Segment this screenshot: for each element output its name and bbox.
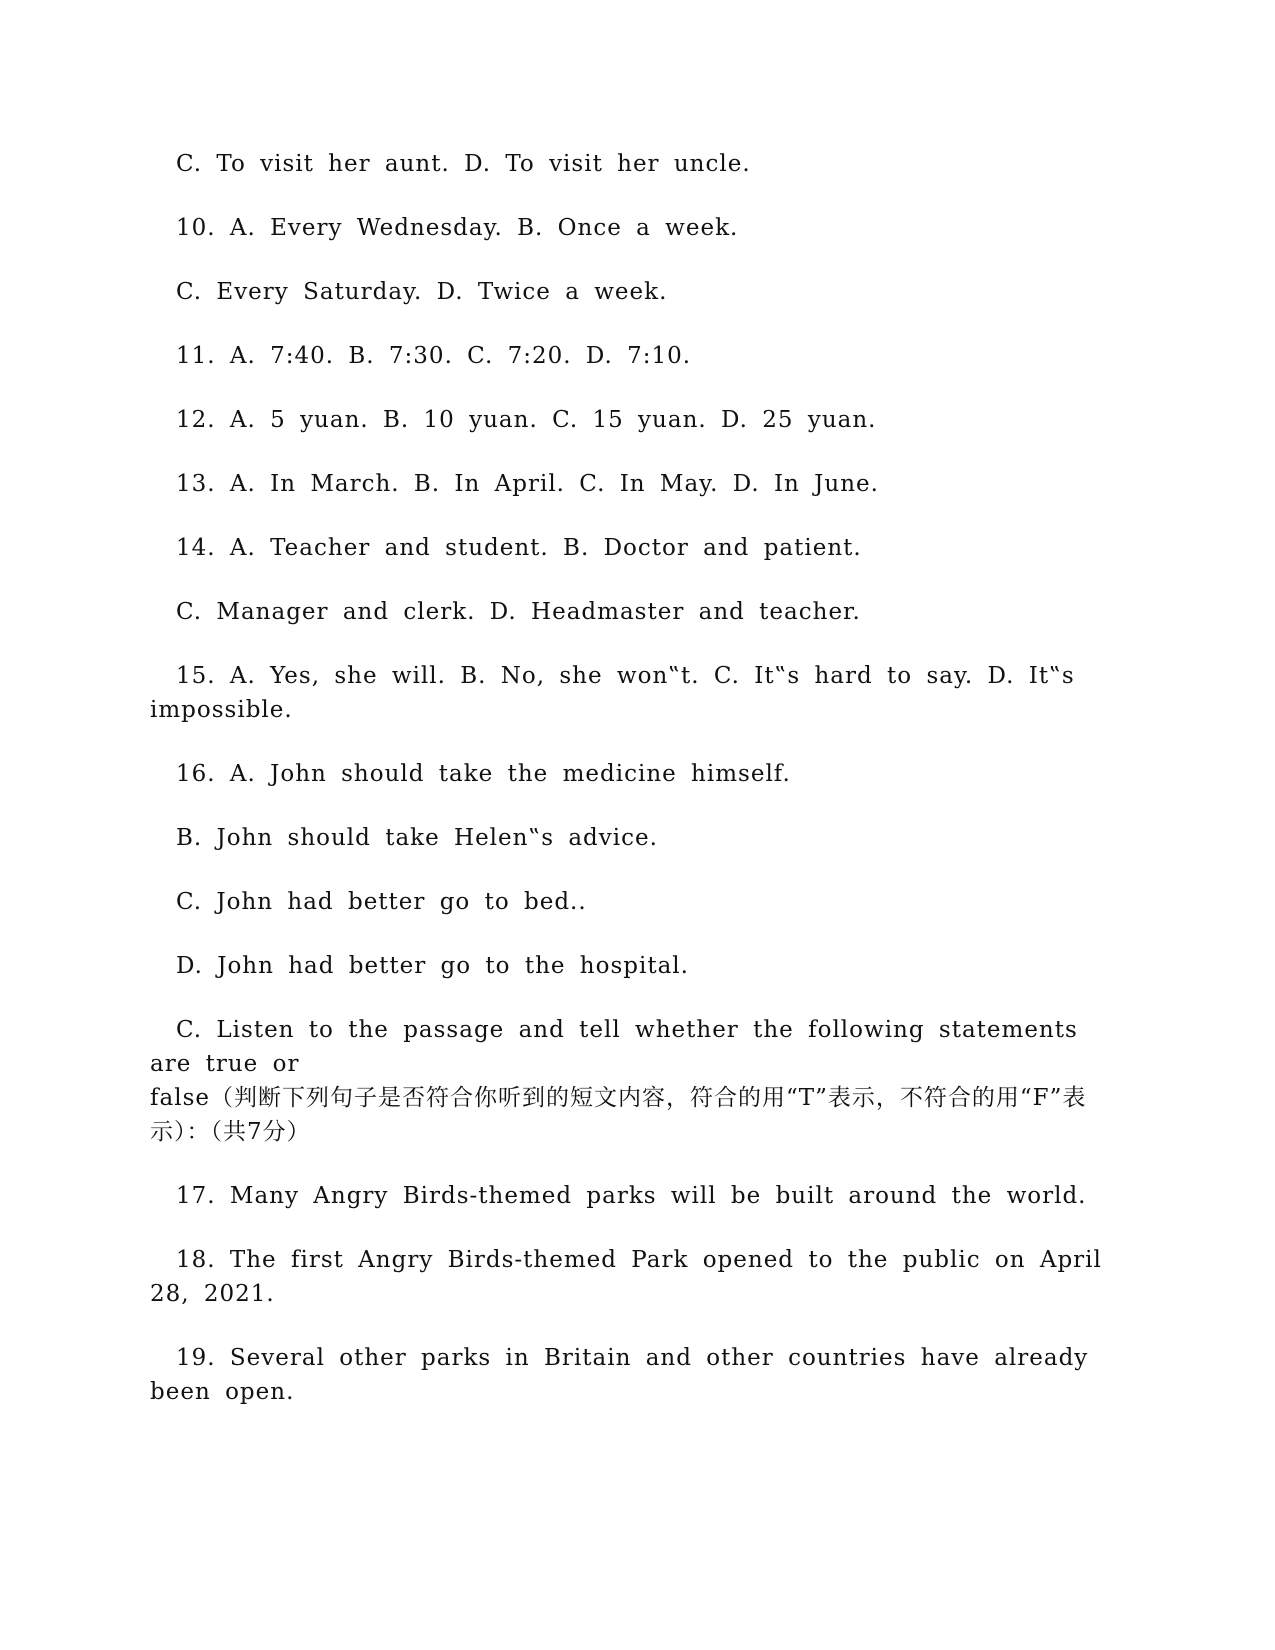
statement-18: 18. The first Angry Birds-themed Park opened to the public on April 28, 2021. [150,1247,1102,1307]
question-14-ab: 14. A. Teacher and student. B. Doctor and patient. [176,535,862,561]
section-c-instruction: C. Listen to the passage and tell whether the following statements are true or [150,1017,1078,1077]
document-body [150,147,1120,1439]
question-16-a: 16. A. John should take the medicine himself. [176,761,791,787]
question-13: 13. A. In March. B. In April. C. In May. D. In June. [176,471,879,497]
option-16-d: D. John had better go to the hospital. [176,953,689,979]
option-16-c: C. John had better go to bed.. [176,889,587,915]
statement-19: 19. Several other parks in Britain and other countries have already been open. [150,1345,1089,1405]
question-11: 11. A. 7:40. B. 7:30. C. 7:20. D. 7:10. [176,343,692,369]
option-line-10-cd: C. Every Saturday. D. Twice a week. [176,279,668,305]
section-c-instruction-chinese: false（判断下列句子是否符合你听到的短文内容，符合的用“T”表示，不符合的用“F”表示）：（共7分） [150,1085,1087,1145]
option-line-14-cd: C. Manager and clerk. D. Headmaster and teacher. [176,599,861,625]
question-15: 15. A. Yes, she will. B. No, she won‟t. C. It‟s hard to say. D. It‟s impossible. [150,663,1075,723]
question-12: 12. A. 5 yuan. B. 10 yuan. C. 15 yuan. D. 25 yuan. [176,407,877,433]
option-line-9-cd: C. To visit her aunt. D. To visit her uncle. [176,151,751,177]
option-16-b: B. John should take Helen‟s advice. [176,825,658,851]
question-10-ab: 10. A. Every Wednesday. B. Once a week. [176,215,739,241]
statement-17: 17. Many Angry Birds-themed parks will be built around the world. [176,1183,1087,1209]
